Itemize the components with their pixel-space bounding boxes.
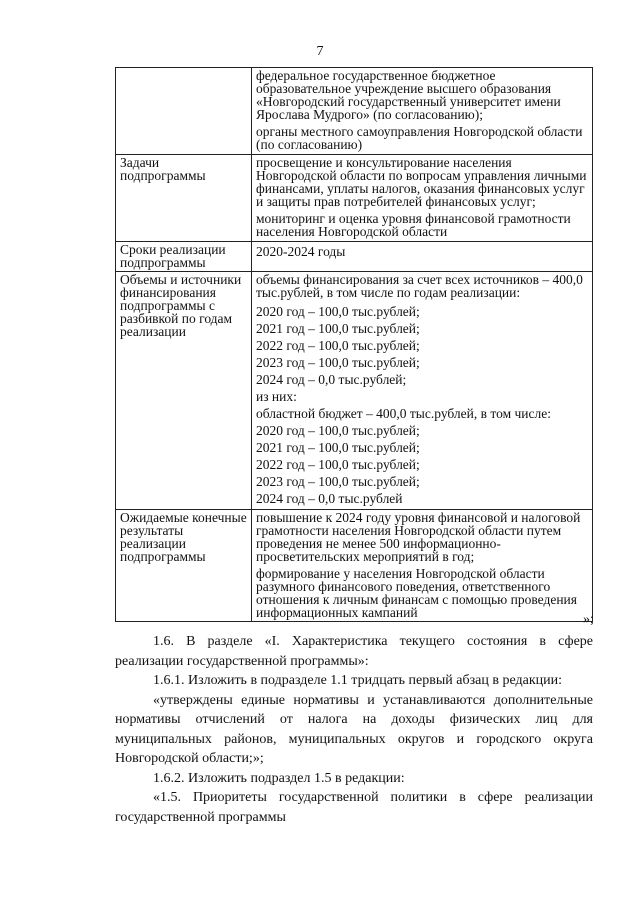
funding-line: 2024 год – 0,0 тыс.рублей; — [256, 372, 407, 387]
result-item: формирование у населения Новгородской области разумного финансового поведения, ответственного отношения к личным финансам с помощью проведения информационных кампаний — [256, 566, 577, 620]
executor-item: органы местного самоуправления Новгородской области (по согласованию) — [256, 124, 583, 152]
table-closing-mark: »; — [583, 612, 594, 627]
page-number: 7 — [316, 44, 324, 59]
task-item: мониторинг и оценка уровня финансовой грамотности населения Новгородской области — [256, 211, 571, 239]
tasks-cell — [252, 155, 593, 242]
results-label: Ожидаемые конечные результаты реализации подпрограммы — [116, 510, 252, 622]
funding-line: 2020 год – 100,0 тыс.рублей; — [256, 304, 420, 319]
results-cell — [252, 510, 593, 622]
funding-line: 2022 год – 100,0 тыс.рублей; — [256, 338, 420, 353]
paragraph: 1.6. В разделе «I. Характеристика текущего состояния в сфере реализации государственной программы»: — [115, 634, 593, 669]
funding-cell — [252, 272, 593, 510]
executors-cell — [252, 68, 593, 155]
funding-line: 2021 год – 100,0 тыс.рублей; — [256, 440, 420, 455]
funding-line: 2024 год – 0,0 тыс.рублей — [256, 491, 403, 506]
tasks-label: Задачи подпрограммы — [116, 155, 252, 242]
terms-label: Сроки реализации подпрограммы — [116, 242, 252, 272]
subprogram-passport-table — [115, 67, 593, 622]
funding-line: 2022 год – 100,0 тыс.рублей; — [256, 457, 420, 472]
funding-line: 2023 год – 100,0 тыс.рублей; — [256, 355, 420, 370]
funding-line: областной бюджет – 400,0 тыс.рублей, в том числе: — [256, 406, 551, 421]
table-row — [116, 510, 593, 622]
funding-line: 2023 год – 100,0 тыс.рублей; — [256, 474, 420, 489]
funding-line: 2020 год – 100,0 тыс.рублей; — [256, 423, 420, 438]
executor-item: федеральное государственное бюджетное образовательное учреждение высшего образования «Новгородский государственный университет имени Ярослава Мудрого» (по согласованию); — [256, 68, 561, 122]
funding-line: 2021 год – 100,0 тыс.рублей; — [256, 321, 420, 336]
table-cell-empty-label — [116, 68, 252, 155]
table-row — [116, 242, 593, 272]
terms-value: 2020-2024 годы — [252, 242, 593, 272]
table-row — [116, 272, 593, 510]
table-row — [116, 68, 593, 155]
funding-label: Объемы и источники финансирования подпрограммы с разбивкой по годам реализации — [116, 272, 252, 510]
paragraph: 1.6.2. Изложить подраздел 1.5 в редакции: — [153, 770, 405, 786]
paragraph: «утверждены единые нормативы и устанавливаются дополнительные нормативы отчислений от налога на доходы физических лиц для муниципальных районов, муниципальных округов и городского округа Новгородской области;»; — [115, 692, 593, 766]
paragraph: 1.6.1. Изложить в подразделе 1.1 тридцать первый абзац в редакции: — [153, 673, 562, 688]
paragraph: «1.5. Приоритеты государственной политики в сфере реализации государственной программы — [115, 790, 593, 825]
task-item: просвещение и консультирование населения Новгородской области по вопросам управления личными финансами, уплаты налогов, оказания финансовых услуг и защиты прав потребителей финансовых услуг; — [256, 155, 587, 209]
table-row — [116, 155, 593, 242]
funding-line: объемы финансирования за счет всех источников – 400,0 тыс.рублей, в том числе по годам реализации: — [256, 272, 583, 300]
result-item: повышение к 2024 году уровня финансовой и налоговой грамотности населения Новгородской области путем проведения не менее 500 информационно-просветительских мероприятий в год; — [256, 510, 581, 564]
funding-line: из них: — [256, 389, 297, 404]
amendment-text — [115, 632, 593, 827]
